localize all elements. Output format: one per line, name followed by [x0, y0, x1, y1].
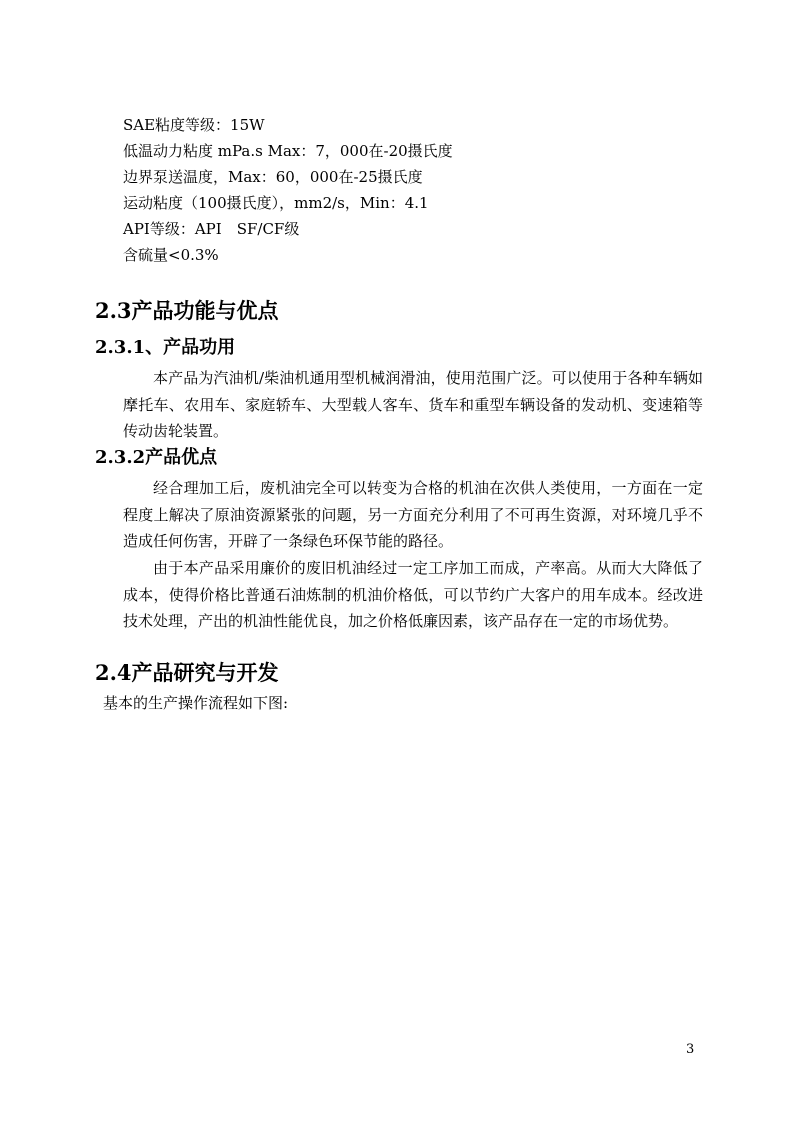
spec-pumping-temp: 边界泵送温度，Max：60，000在-25摄氏度 — [123, 168, 423, 186]
spec-kinematic-viscosity: 运动粘度（100摄氏度），mm2/s，Min：4.1 — [123, 194, 429, 212]
spec-sulfur-content: 含硫量<0.3% — [123, 246, 219, 264]
section-2-3-2-paragraph-1: 经合理加工后，废机油完全可以转变为合格的机油在次供人类使用，一方面在一定程度上解决了原油资源紧张的问题，另一方面充分利用了不可再生资源，对环境几乎不造成任何伤害，开辟了一条绿色环保节能的路径。 — [123, 479, 703, 550]
section-2-3-1-paragraph: 本产品为汽油机/柴油机通用型机械润滑油，使用范围广泛。可以使用于各种车辆如摩托车、农用车、家庭轿车、大型载人客车、货车和重型车辆设备的发动机、变速箱等传动齿轮装置。 — [123, 369, 703, 440]
section-2-3-heading: 2.3产品功能与优点 — [95, 298, 279, 323]
section-2-4-intro: 基本的生产操作流程如下图: — [103, 694, 289, 712]
spec-sae-grade: SAE粘度等级：15W — [123, 116, 265, 134]
section-2-4-heading: 2.4产品研究与开发 — [95, 660, 279, 685]
spec-api-grade: API等级：API SF/CF级 — [123, 220, 300, 238]
section-2-3-2-paragraph-2: 由于本产品采用廉价的废旧机油经过一定工序加工而成，产率高。从而大大降低了成本，使得价格比普通石油炼制的机油价格低，可以节约广大客户的用车成本。经改进技术处理，产出的机油性能优良，加之价格低廉因素，该产品存在一定的市场优势。 — [123, 559, 703, 630]
spec-low-temp-viscosity: 低温动力粘度 mPa.s Max：7，000在-20摄氏度 — [123, 142, 453, 160]
section-2-3-2-heading: 2.3.2产品优点 — [95, 447, 218, 468]
spec-list — [123, 112, 723, 268]
page-number: 3 — [686, 1042, 695, 1057]
section-2-3-1-heading: 2.3.1、产品功用 — [95, 337, 236, 358]
